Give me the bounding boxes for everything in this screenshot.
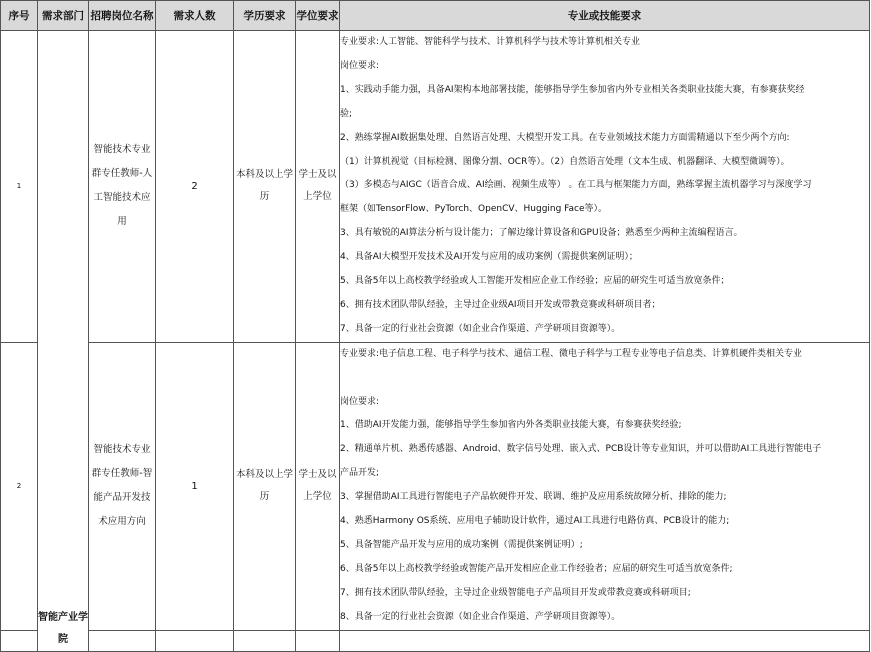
requirement-line: 2、熟练掌握AI数据集处理、自然语言处理、大模型开发工具。在专业领域技术能力方面需精通以下至少两个方向: — [340, 132, 790, 143]
header-requirements: 专业或技能要求 — [340, 1, 870, 31]
requirement-line: 7、具备一定的行业社会资源（如企业合作渠道、产学研项目资源等）。 — [340, 323, 621, 334]
table-row — [1, 31, 870, 343]
header-seq: 序号 — [1, 1, 38, 31]
requirement-line: 1、借助AI开发能力强，能够指导学生参加省内外各类职业技能大赛，有参赛获奖经验; — [340, 420, 682, 431]
requirement-line: 岗位要求: — [340, 396, 380, 407]
requirement-line: 专业要求:电子信息工程、电子科学与技术、通信工程、微电子科学与工程专业等电子信息类、计算机硬件类相关专业 — [340, 348, 803, 359]
header-row — [1, 1, 870, 31]
requirement-line: 1、实践动手能力强，具备AI架构本地部署技能，能够指导学生参加省内外专业相关各类职业技能大赛，有参赛获奖经 — [340, 84, 805, 95]
blank-line — [340, 367, 869, 391]
count-cell: 2 — [156, 31, 234, 343]
requirement-line: 4、熟悉Harmony OS系统、应用电子辅助设计软件，通过AI工具进行电路仿真、PCB设计的能力; — [340, 516, 730, 527]
requirement-line: 专业要求:人工智能、智能科学与技术、计算机科学与技术等计算机相关专业 — [340, 37, 641, 47]
table-row — [1, 630, 870, 651]
table-row — [1, 342, 870, 630]
count-cell: 1 — [156, 342, 234, 630]
position-cell: 智能技术专业群专任教师-智能产品开发技术应用方向 — [89, 342, 156, 630]
requirement-line: 5、具备5年以上高校教学经验或人工智能开发相应企业工作经验；应届的研究生可适当放宽条件； — [340, 276, 730, 287]
degree-cell: 学士及以上学位 — [296, 31, 340, 343]
education-cell: 本科及以上学历 — [234, 342, 296, 630]
requirement-line: 验; — [340, 108, 353, 119]
requirement-line: 4、具备AI大模型开发技术及AI开发与应用的成功案例（需提供案例证明）； — [340, 252, 638, 263]
header-count: 需求人数 — [156, 1, 234, 31]
header-education: 学历要求 — [234, 1, 296, 31]
requirement-line: 2、精通单片机、熟悉传感器、Android、数字信号处理、嵌入式、PCB设计等专业知识，并可以借助AI工具进行智能电子 — [340, 444, 822, 455]
requirements-cell — [340, 342, 870, 630]
header-department: 需求部门 — [38, 1, 89, 31]
row-seq: 1 — [1, 31, 38, 343]
requirement-line: 6、具备5年以上高校教学经验或智能产品开发相应企业工作经验者；应届的研究生可适当放宽条件; — [340, 563, 733, 574]
requirement-line: 产品开发; — [340, 468, 380, 479]
requirement-line: 岗位要求: — [340, 60, 380, 71]
header-degree: 学位要求 — [296, 1, 340, 31]
row-seq: 2 — [1, 342, 38, 630]
degree-cell: 学士及以上学位 — [296, 342, 340, 630]
requirement-line: 6、拥有技术团队带队经验，主导过企业级AI项目开发或带教竞赛或科研项目者； — [340, 299, 661, 310]
requirements-cell — [340, 31, 870, 343]
requirement-line: 8、具备一定的行业社会资源（如企业合作渠道、产学研项目资源等）。 — [340, 611, 621, 622]
requirement-line: （1）计算机视觉（目标检测、图像分割、OCR等）。（2）自然语言处理（文本生成、机器翻译、大模型微调等）。 — [340, 156, 790, 167]
requirement-line: （3）多模态与AIGC（语音合成、AI绘画、视频生成等） 。在工具与框架能力方面，熟练掌握主流机器学习与深度学习 — [340, 180, 812, 191]
requirement-line: 3、掌握借助AI工具进行智能电子产品软硬件开发、联调、维护及应用系统故障分析、排除的能力; — [340, 492, 727, 503]
requirement-line: 框架（如TensorFlow、PyTorch、OpenCV、Hugging Face等）。 — [340, 204, 608, 215]
department-cell: 智能产业学院 — [38, 31, 89, 652]
requirement-line: 3、具有敏锐的AI算法分析与设计能力；了解边缘计算设备和GPU设备；熟悉至少两种主流编程语言。 — [340, 228, 743, 239]
position-cell: 智能技术专业群专任教师-人工智能技术应用 — [89, 31, 156, 343]
requirement-line: 7、拥有技术团队带队经验，主导过企业级智能电子产品项目开发或带教竞赛或科研项目; — [340, 587, 691, 598]
requirement-line: 5、具备智能产品开发与应用的成功案例（需提供案例证明）; — [340, 540, 583, 551]
education-cell: 本科及以上学历 — [234, 31, 296, 343]
header-position: 招聘岗位名称 — [89, 1, 156, 31]
